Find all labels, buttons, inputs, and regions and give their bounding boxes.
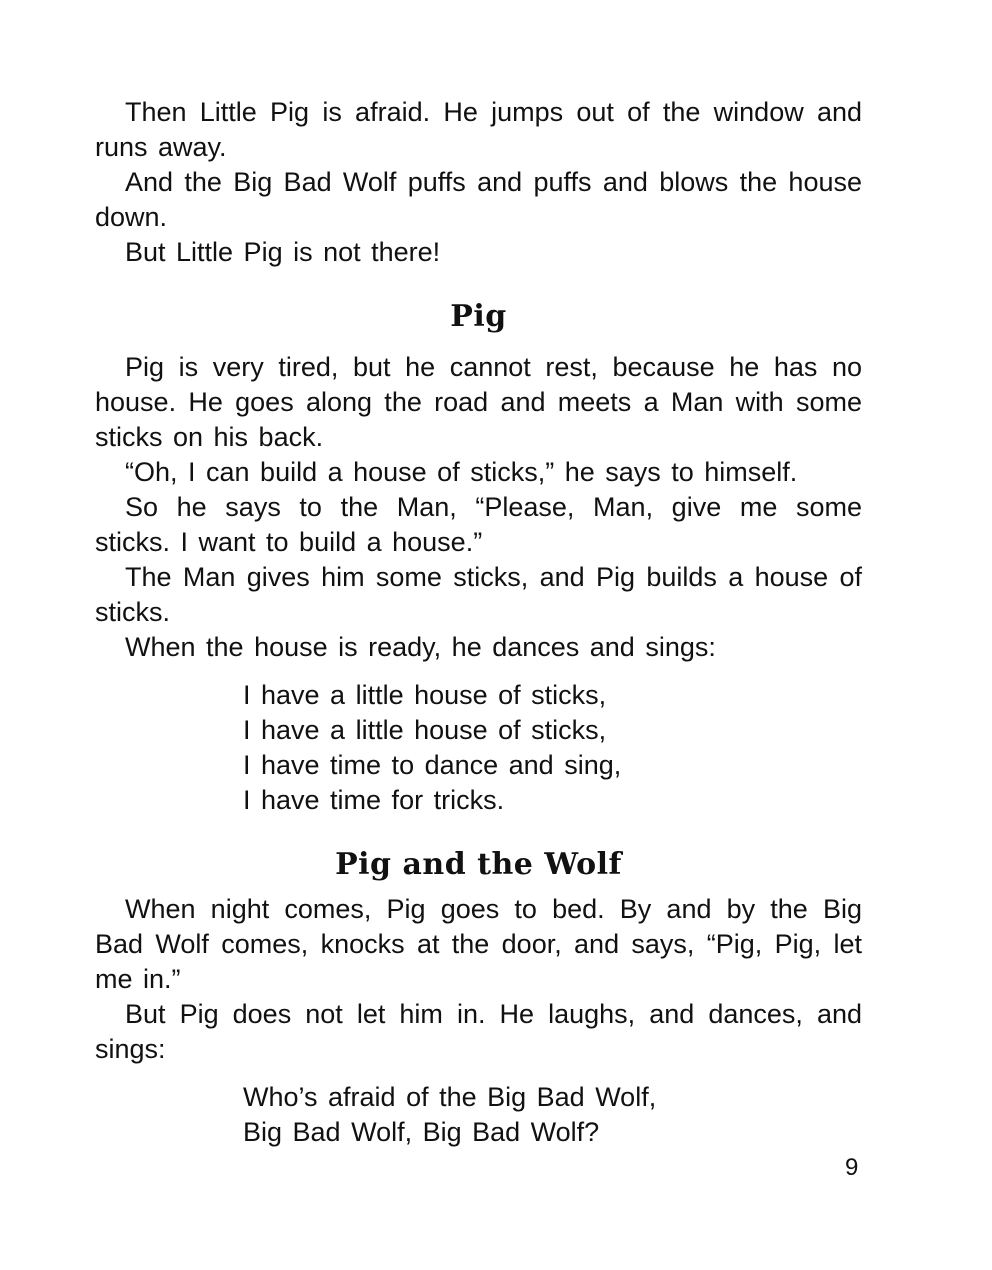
paragraph: But Little Pig is not there! xyxy=(125,237,441,267)
section-heading-pig: Pig xyxy=(450,299,507,334)
poem-line: Who’s afraid of the Big Bad Wolf, xyxy=(243,1082,657,1112)
paragraph: But Pig does not let him in. He laughs, and dances, and sings: xyxy=(95,999,862,1064)
paragraph: When the house is ready, he dances and sings: xyxy=(125,632,716,662)
paragraph: And the Big Bad Wolf puffs and puffs and blows the house down. xyxy=(95,167,862,232)
paragraph: Pig is very tired, but he cannot rest, because he has no house. He goes along the road and meets a Man with some sticks on his back. xyxy=(95,352,862,452)
paragraph: Then Little Pig is afraid. He jumps out of the window and runs away. xyxy=(95,97,862,162)
poem-line: I have time to dance and sing, xyxy=(243,750,622,780)
poem-line: I have a little house of sticks, xyxy=(243,715,607,745)
section-heading-pig-and-the-wolf: Pig and the Wolf xyxy=(335,847,622,882)
paragraph: When night comes, Pig goes to bed. By and by the Big Bad Wolf comes, knocks at the door, and says, “Pig, Pig, let me in.” xyxy=(95,894,862,994)
paragraph: “Oh, I can build a house of sticks,” he says to himself. xyxy=(125,457,798,487)
poem xyxy=(243,1080,862,1150)
page-number: 9 xyxy=(845,1154,859,1181)
poem xyxy=(243,678,862,818)
poem-line: Big Bad Wolf, Big Bad Wolf? xyxy=(243,1117,600,1147)
paragraph: The Man gives him some sticks, and Pig builds a house of sticks. xyxy=(95,562,862,627)
paragraph: So he says to the Man, “Please, Man, give me some sticks. I want to build a house.” xyxy=(95,492,862,557)
poem-line: I have a little house of sticks, xyxy=(243,680,607,710)
page-content xyxy=(95,95,862,1150)
poem-line: I have time for tricks. xyxy=(243,785,505,815)
